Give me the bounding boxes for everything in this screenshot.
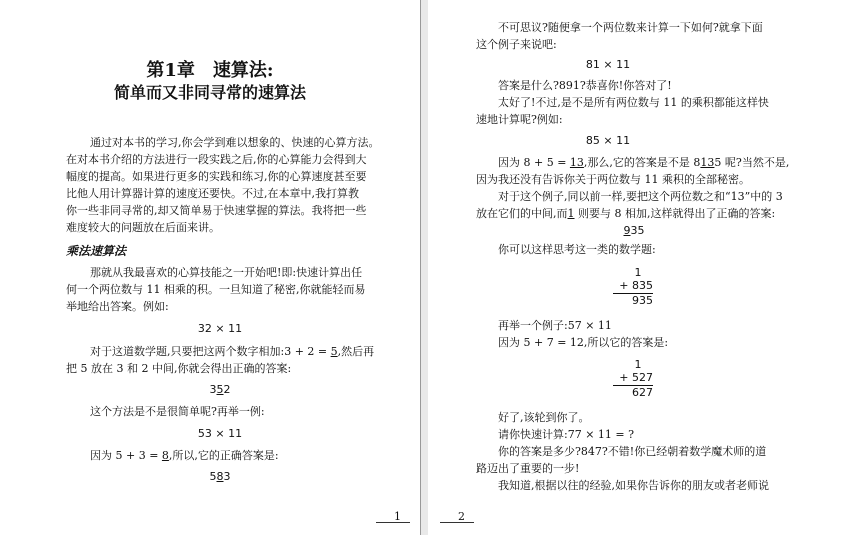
paragraph-line: 因为 5 + 3 = 8,所以,它的正确答案是: xyxy=(90,449,279,462)
paragraph-line: 举地给出答案。例如: xyxy=(66,300,169,313)
paragraph-line: 何一个两位数与 11 相乘的积。一旦知道了秘密,你就能轻而易 xyxy=(66,283,366,296)
addition-stack xyxy=(613,266,653,307)
example-answer: 352 xyxy=(209,383,231,396)
example-equation: 85 × 11 xyxy=(585,134,631,147)
addition-stack xyxy=(613,358,653,399)
paragraph-line: 因为 8 + 5 = 13,那么,它的答案是不是 8135 呢?当然不是, xyxy=(498,156,790,169)
stack-result: 627 xyxy=(613,385,653,399)
paragraph-line: 那就从我最喜欢的心算技能之一开始吧!即:快速计算出任 xyxy=(90,266,363,279)
footer-rule xyxy=(440,522,474,523)
stack-addend: + 527 xyxy=(619,371,653,384)
stack-addend: + 835 xyxy=(619,279,653,292)
paragraph-line: 对于这个例子,同以前一样,要把这个两位数之和“13”中的 3 xyxy=(498,190,783,203)
chapter-subtitle: 简单而又非同寻常的速算法 xyxy=(113,83,306,102)
left-page xyxy=(0,0,420,535)
intro-line: 你一些非同寻常的,却又简单易于快速掌握的算法。我将把一些 xyxy=(66,204,367,217)
paragraph-line: 对于这道数学题,只要把这两个数字相加:3 + 2 = 5,然后再 xyxy=(90,345,375,358)
stack-carry: 1 xyxy=(634,358,642,371)
stack-result: 935 xyxy=(613,293,653,307)
paragraph-line: 你可以这样思考这一类的数学题: xyxy=(498,243,656,256)
paragraph-line: 因为 5 + 7 = 12,所以它的答案是: xyxy=(498,336,669,349)
paragraph-line: 这个例子来说吧: xyxy=(476,38,557,51)
paragraph-line: 不可思议?随便拿一个两位数来计算一下如何?就拿下面 xyxy=(498,21,763,34)
footer-rule xyxy=(376,522,410,523)
example-answer: 583 xyxy=(209,470,231,483)
paragraph-line: 因为我还没有告诉你关于两位数与 11 乘积的全部秘密。 xyxy=(476,173,750,186)
page-number: 1 xyxy=(394,510,401,523)
intro-line: 幅度的提高。如果进行更多的实践和练习,你的心算速度甚至要 xyxy=(66,170,367,183)
paragraph-line: 路迈出了重要的一步! xyxy=(476,462,580,475)
stack-carry: 1 xyxy=(634,266,642,279)
intro-line: 难度较大的问题放在后面来讲。 xyxy=(66,221,220,234)
example-equation: 81 × 11 xyxy=(585,58,631,71)
paragraph-line: 你的答案是多少?847?不错!你已经朝着数学魔术师的道 xyxy=(498,445,767,458)
intro-line: 在对本书介绍的方法进行一段实践之后,你的心算能力会得到大 xyxy=(66,153,367,166)
paragraph-line: 再举一个例子:57 × 11 xyxy=(498,319,612,332)
example-equation: 53 × 11 xyxy=(197,427,243,440)
paragraph-line: 把 5 放在 3 和 2 中间,你就会得出正确的答案: xyxy=(66,362,292,375)
right-page xyxy=(428,0,852,535)
example-answer: 935 xyxy=(623,224,645,237)
paragraph-line: 这个方法是不是很简单呢?再举一例: xyxy=(90,405,265,418)
example-equation: 32 × 11 xyxy=(197,322,243,335)
paragraph-line: 答案是什么?891?恭喜你!你答对了! xyxy=(498,79,672,92)
paragraph-line: 太好了!不过,是不是所有两位数与 11 的乘积都能这样快 xyxy=(498,96,769,109)
paragraph-line: 放在它们的中间,而1 则要与 8 相加,这样就得出了正确的答案: xyxy=(476,207,776,220)
paragraph-line: 速地计算呢?例如: xyxy=(476,113,563,126)
paragraph-line: 请你快速计算:77 × 11 = ? xyxy=(498,428,635,441)
paragraph-line: 好了,该轮到你了。 xyxy=(498,411,590,424)
intro-line: 通过对本书的学习,你会学到难以想象的、快速的心算方法。 xyxy=(90,136,380,149)
chapter-title: 第1章 速算法: xyxy=(146,60,274,81)
page-number: 2 xyxy=(458,510,465,523)
intro-line: 比他人用计算器计算的速度还要快。不过,在本章中,我打算教 xyxy=(66,187,359,200)
paragraph-line: 我知道,根据以往的经验,如果你告诉你的朋友或者老师说 xyxy=(498,479,769,492)
section-heading: 乘法速算法 xyxy=(66,244,127,258)
